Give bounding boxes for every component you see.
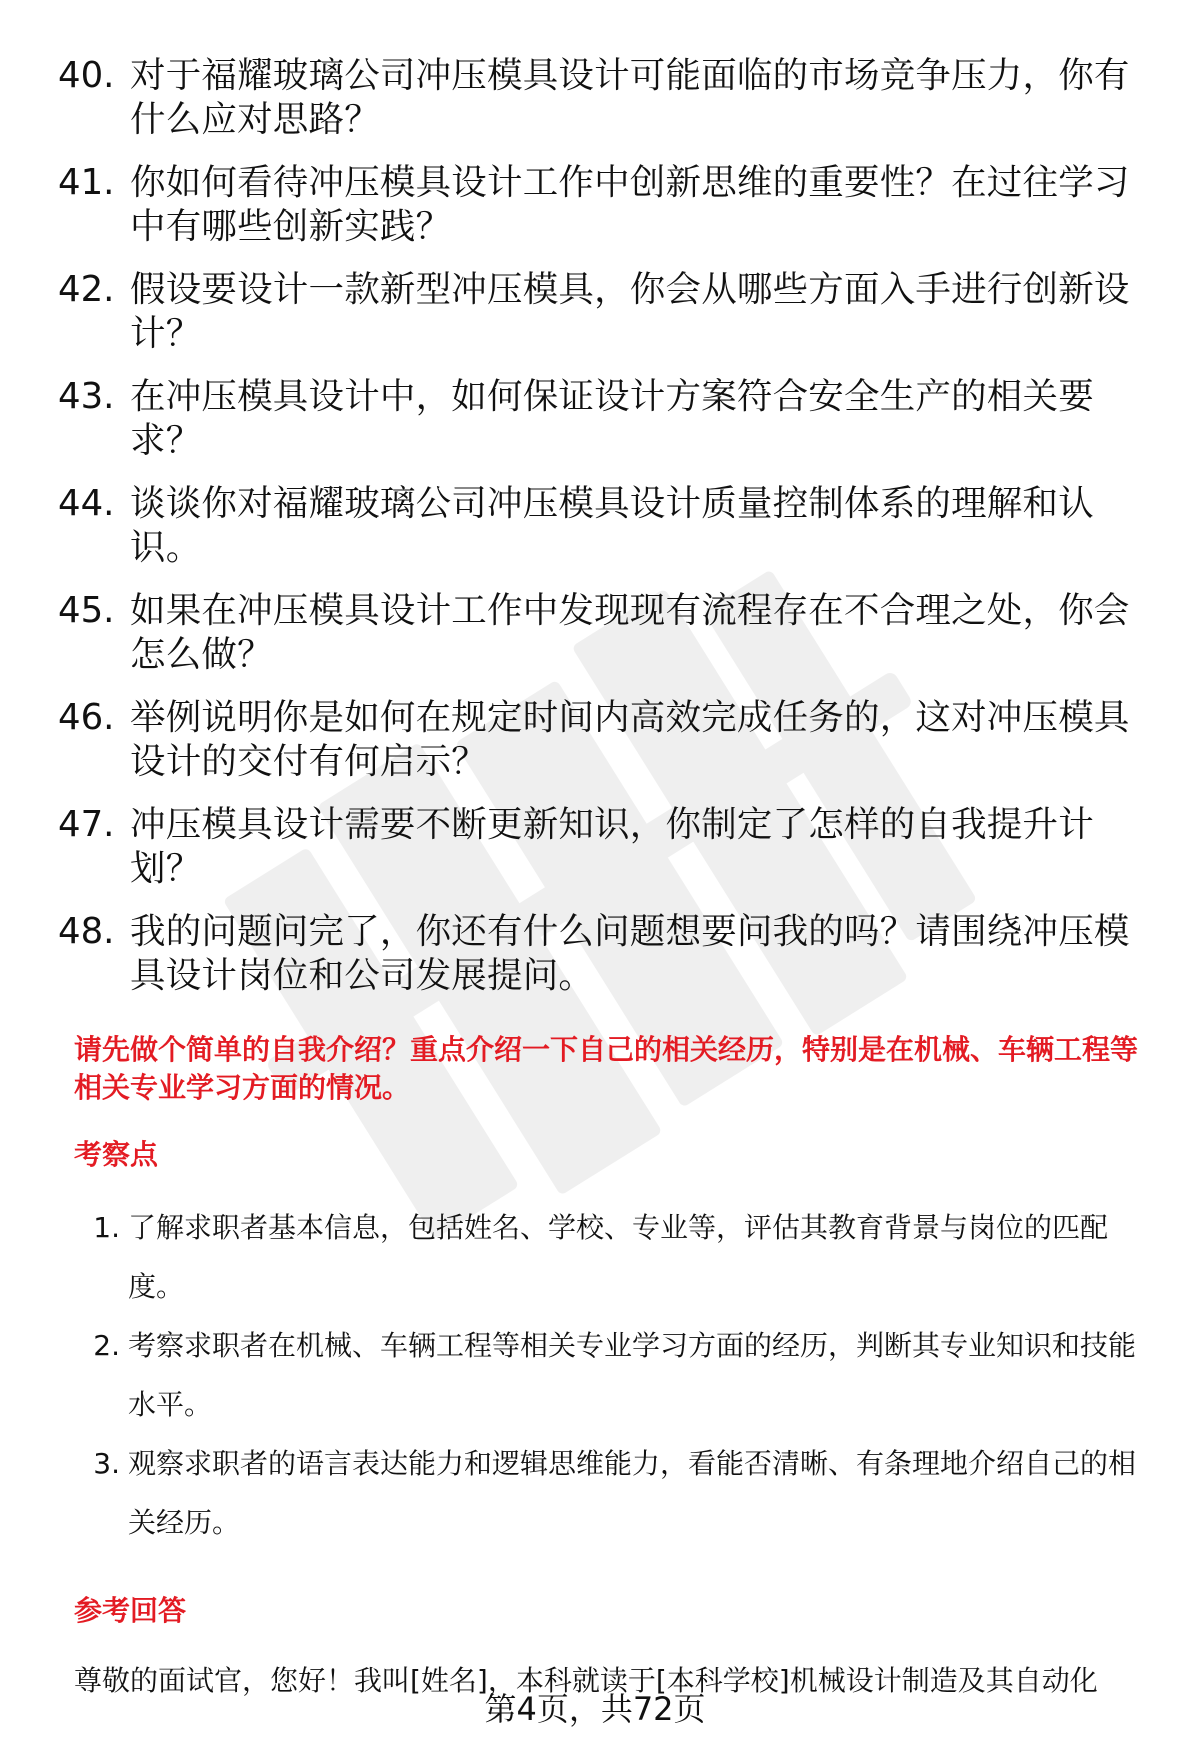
question-item-40 <box>58 54 1158 142</box>
question-number: 48. <box>58 911 115 952</box>
question-text: 冲压模具设计需要不断更新知识，你制定了怎样的自我提升计划？ <box>130 804 1094 889</box>
question-number: 47. <box>58 804 115 845</box>
question-item-43 <box>58 375 1158 463</box>
question-item-47 <box>58 803 1158 891</box>
question-text: 在冲压模具设计中，如何保证设计方案符合安全生产的相关要求？ <box>130 376 1094 461</box>
interview-prompt: 请先做个简单的自我介绍？重点介绍一下自己的相关经历，特别是在机械、车辆工程等相关专业学习方面的情况。 <box>74 1033 1139 1104</box>
check-point-number: 1. <box>93 1211 120 1244</box>
reference-answer-heading: 参考回答 <box>74 1594 187 1627</box>
question-text: 举例说明你是如何在规定时间内高效完成任务的，这对冲压模具设计的交付有何启示？ <box>130 697 1130 782</box>
question-text: 对于福耀玻璃公司冲压模具设计可能面临的市场竞争压力，你有什么应对思路？ <box>130 55 1130 140</box>
check-point-text: 了解求职者基本信息，包括姓名、学校、专业等，评估其教育背景与岗位的匹配度。 <box>128 1211 1109 1303</box>
question-number: 43. <box>58 376 115 417</box>
question-text: 我的问题问完了，你还有什么问题想要问我的吗？请围绕冲压模具设计岗位和公司发展提问。 <box>130 911 1130 996</box>
check-point-item <box>74 1198 1154 1316</box>
check-point-number: 3. <box>93 1447 120 1480</box>
question-number: 42. <box>58 269 115 310</box>
reference-answer-text: 尊敬的面试官，您好！我叫[姓名]，本科就读于[本科学校]机械设计制造及其自动化 <box>74 1664 1098 1697</box>
question-item-44 <box>58 482 1158 570</box>
question-list <box>58 54 1158 1017</box>
question-text: 谈谈你对福耀玻璃公司冲压模具设计质量控制体系的理解和认识。 <box>130 483 1094 568</box>
check-point-item <box>74 1434 1154 1552</box>
question-text: 你如何看待冲压模具设计工作中创新思维的重要性？在过往学习中有哪些创新实践？ <box>130 162 1130 247</box>
question-number: 46. <box>58 697 115 738</box>
question-number: 40. <box>58 55 115 96</box>
check-point-number: 2. <box>93 1329 120 1362</box>
question-text: 如果在冲压模具设计工作中发现现有流程存在不合理之处，你会怎么做？ <box>130 590 1130 675</box>
question-item-45 <box>58 589 1158 677</box>
question-number: 44. <box>58 483 115 524</box>
question-number: 41. <box>58 162 115 203</box>
check-point-text: 考察求职者在机械、车辆工程等相关专业学习方面的经历，判断其专业知识和技能水平。 <box>128 1329 1137 1421</box>
check-point-item <box>74 1316 1154 1434</box>
page-footer: 第4页，共72页 <box>484 1690 706 1728</box>
check-points-list <box>74 1198 1154 1552</box>
question-item-41 <box>58 161 1158 249</box>
check-points-heading: 考察点 <box>74 1138 159 1171</box>
question-number: 45. <box>58 590 115 631</box>
question-item-46 <box>58 696 1158 784</box>
question-item-42 <box>58 268 1158 356</box>
question-text: 假设要设计一款新型冲压模具，你会从哪些方面入手进行创新设计？ <box>130 269 1130 354</box>
check-point-text: 观察求职者的语言表达能力和逻辑思维能力，看能否清晰、有条理地介绍自己的相关经历。 <box>128 1447 1137 1539</box>
question-item-48 <box>58 910 1158 998</box>
